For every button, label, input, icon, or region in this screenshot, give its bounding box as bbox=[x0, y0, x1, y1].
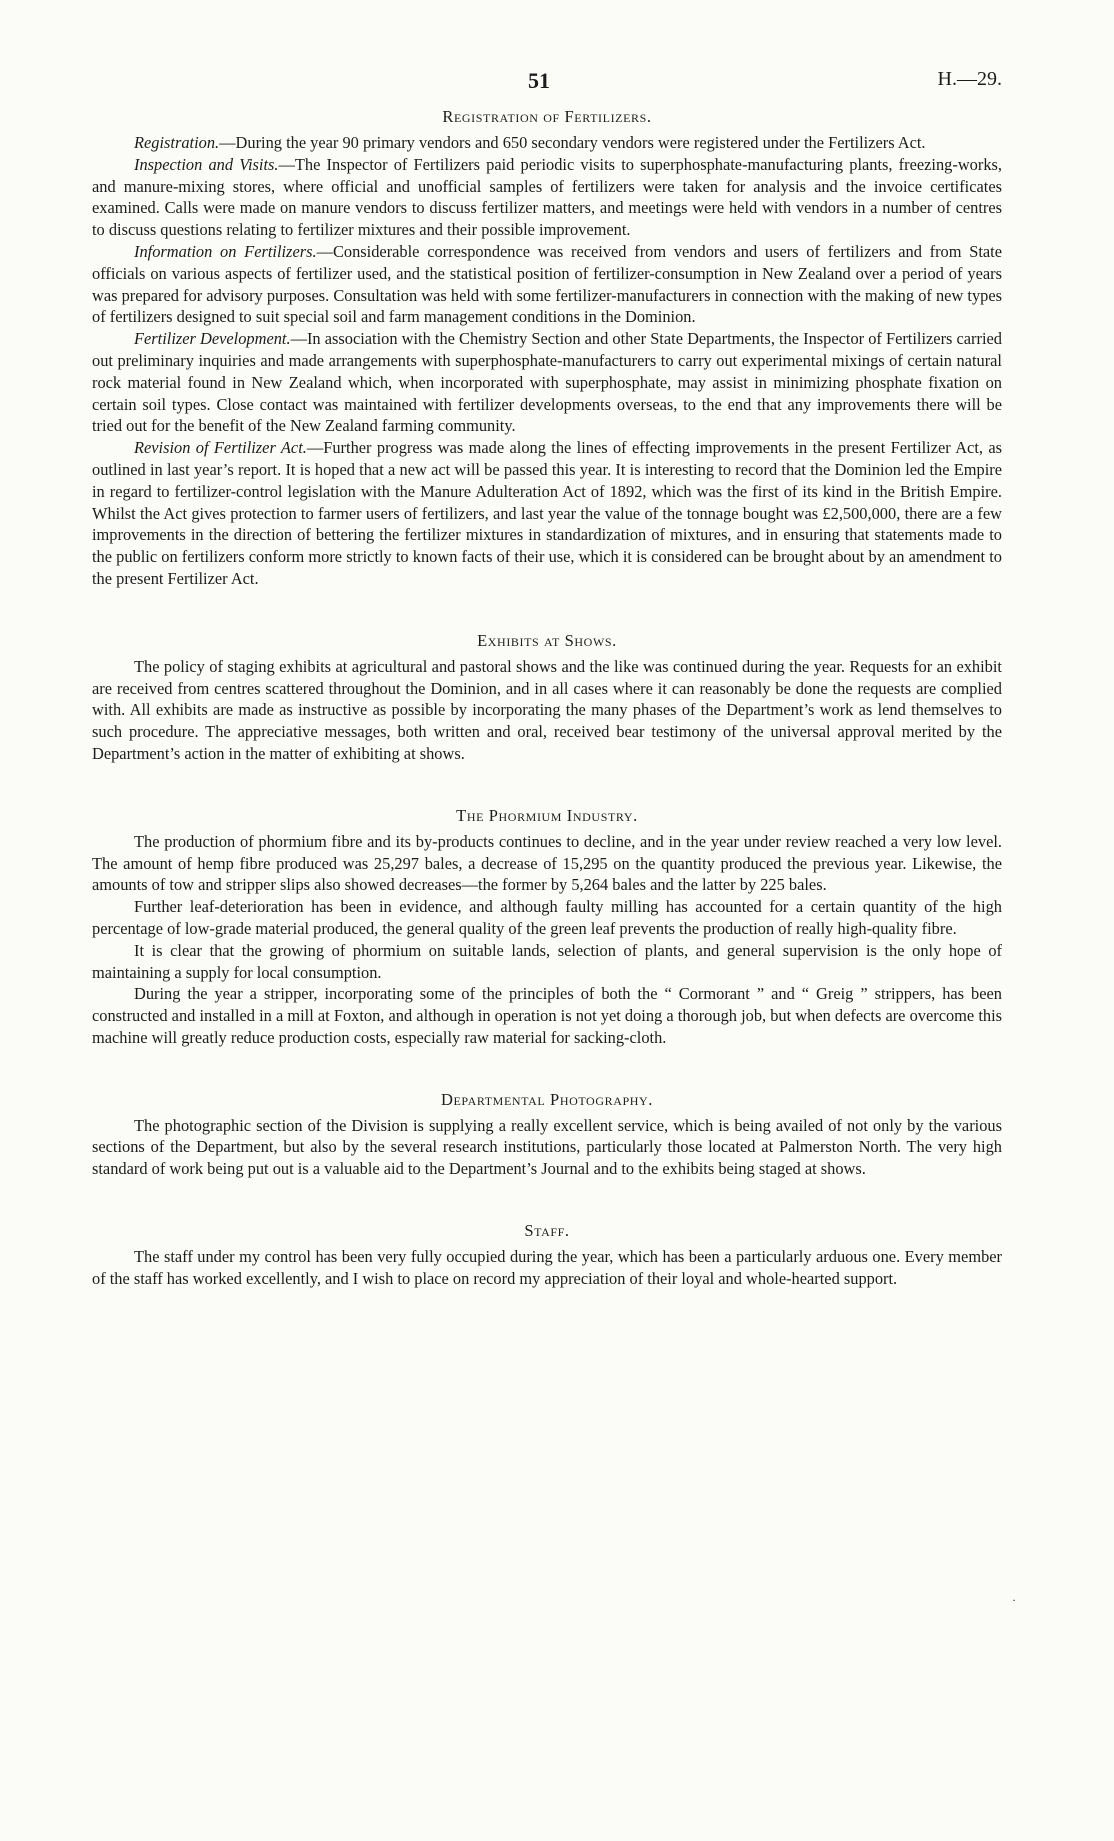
paragraph-text: —Further progress was made along the lines of effecting improvements in the present Fertilizer Act, as outlined in last year’s report. It is hoped that a new act will be passed this year. It is interesting to record that the Dominion led the Empire in regard to fertilizer-control legislation with the Manure Adulteration Act of 1892, which was the first of its kind in the British Empire. Whilst the Act gives protection to farmer users of fertilizers, and last year the value of the tonnage bought was £2,500,000, there are a few improvements in the direction of bettering the fertilizer mixtures in standardization of mixtures, and in ensuring that statements made to the public on fertilizers conform more strictly to known facts of their use, which it is considered can be brought about by an amendment to the present Fertilizer Act. bbox=[92, 438, 1002, 588]
paragraph-text: —During the year 90 primary vendors and 650 secondary vendors were registered under the Fertilizers Act. bbox=[219, 133, 926, 152]
paragraph bbox=[92, 437, 1002, 590]
paragraph-lead: Information on Fertilizers. bbox=[134, 241, 317, 261]
paragraph: The production of phormium fibre and its by-products continues to decline, and in the year under review reached a very low level. The amount of hemp fibre produced was 25,297 bales, a decrease of 15,295 on the quantity produced the previous year. Likewise, the amounts of tow and stripper slips also showed decreases—the former by 5,264 bales and the latter by 225 bales. bbox=[92, 831, 1002, 895]
paragraph: During the year a stripper, incorporating some of the principles of both the “ Cormorant ” and “ Greig ” strippers, has been constructed and installed in a mill at Foxton, and although in operation is not yet doing a thorough job, but when defects are overcome this machine will greatly reduce production costs, especially raw material for sacking-cloth. bbox=[92, 984, 1002, 1047]
paragraph bbox=[92, 132, 1002, 154]
paper-reference: H.—29. bbox=[937, 68, 1002, 90]
paragraph-lead: Inspection and Visits. bbox=[134, 154, 279, 174]
paragraph bbox=[92, 154, 1002, 241]
section-heading: Staff. bbox=[524, 1221, 570, 1241]
section-registration-of-fertilizers bbox=[92, 106, 1002, 590]
section-exhibits-at-shows bbox=[92, 630, 1002, 765]
paragraph-lead: Registration. bbox=[134, 133, 220, 152]
document-page bbox=[92, 68, 1002, 1330]
section-staff bbox=[92, 1220, 1002, 1290]
paragraph-lead: Fertilizer Development. bbox=[134, 329, 291, 349]
section-heading: Exhibits at Shows. bbox=[477, 630, 617, 650]
section-heading: The Phormium Industry. bbox=[456, 805, 638, 825]
paragraph-lead: Revision of Fertilizer Act. bbox=[134, 438, 307, 458]
paragraph bbox=[92, 241, 1002, 328]
page-number: 51 bbox=[528, 68, 550, 93]
section-phormium-industry bbox=[92, 805, 1002, 1049]
paragraph: The policy of staging exhibits at agricultural and pastoral shows and the like was continued during the year. Requests for an exhibit are received from centres scattered throughout the Dominion, and in all cases where it can reasonably be done the requests are complied with. All exhibits are made as instructive as possible by incorporating the many phases of the Department’s work as lend themselves to such procedure. The appreciative messages, both written and oral, received bear testimony of the universal approval merited by the Department’s action in the matter of exhibiting at shows. bbox=[92, 656, 1002, 763]
section-departmental-photography bbox=[92, 1089, 1002, 1180]
paragraph: Further leaf-deterioration has been in evidence, and although faulty milling has accounted for a certain quantity of the high percentage of low-grade material produced, the general quality of the green leaf prevents the production of really high-quality fibre. bbox=[92, 897, 1002, 938]
paragraph: It is clear that the growing of phormium on suitable lands, selection of plants, and general supervision is the only hope of maintaining a supply for local consumption. bbox=[92, 940, 1002, 982]
paragraph-text: —Considerable correspondence was received from vendors and users of fertilizers and from State officials on various aspects of fertilizer used, and the statistical position of fertilizer-consumption in New Zealand over a period of years was prepared for advisory purposes. Consultation was held with some fertilizer-manufacturers in connection with the making of new types of fertilizers designed to suit special soil and farm management conditions in the Dominion. bbox=[92, 241, 1002, 327]
section-heading: Registration of Fertilizers. bbox=[442, 107, 652, 126]
paragraph: The photographic section of the Division is supplying a really excellent service, which is being availed of not only by the various sections of the Department, but also by the several research institutions, particularly those located at Palmerston North. The very high standard of work being put out is a valuable aid to the Department’s Journal and to the exhibits being staged at shows. bbox=[92, 1115, 1002, 1179]
paragraph-text: —The Inspector of Fertilizers paid periodic visits to superphosphate-manufacturing plants, freezing-works, and manure-mixing stores, where official and unofficial samples of fertilizers were taken for analysis and the invoice certificates examined. Calls were made on manure vendors to discuss fertilizer matters, and meetings were held with vendors in a number of centres to discuss questions relating to fertilizer mixtures and their possible improvement. bbox=[92, 154, 1002, 240]
page-header bbox=[92, 68, 1002, 104]
paragraph: The staff under my control has been very fully occupied during the year, which has been a particularly arduous one. Every member of the staff has worked excellently, and I wish to place on record my appreciation of their loyal and whole-hearted support. bbox=[92, 1247, 1002, 1288]
stray-mark: · bbox=[1012, 1593, 1016, 1607]
section-heading: Departmental Photography. bbox=[440, 1089, 653, 1109]
paragraph bbox=[92, 328, 1002, 437]
paragraph-text: —In association with the Chemistry Section and other State Departments, the Inspector of Fertilizers carried out preliminary inquiries and made arrangements with superphosphate-manufacturers to carry out experimental mixings of certain natural rock material found in New Zealand which, when incorporated with superphosphate, may assist in minimizing phosphate fixation on certain soil types. Close contact was maintained with fertilizer developments overseas, to the end that any improvements there will be tried out for the benefit of the New Zealand farming community. bbox=[92, 329, 1003, 436]
